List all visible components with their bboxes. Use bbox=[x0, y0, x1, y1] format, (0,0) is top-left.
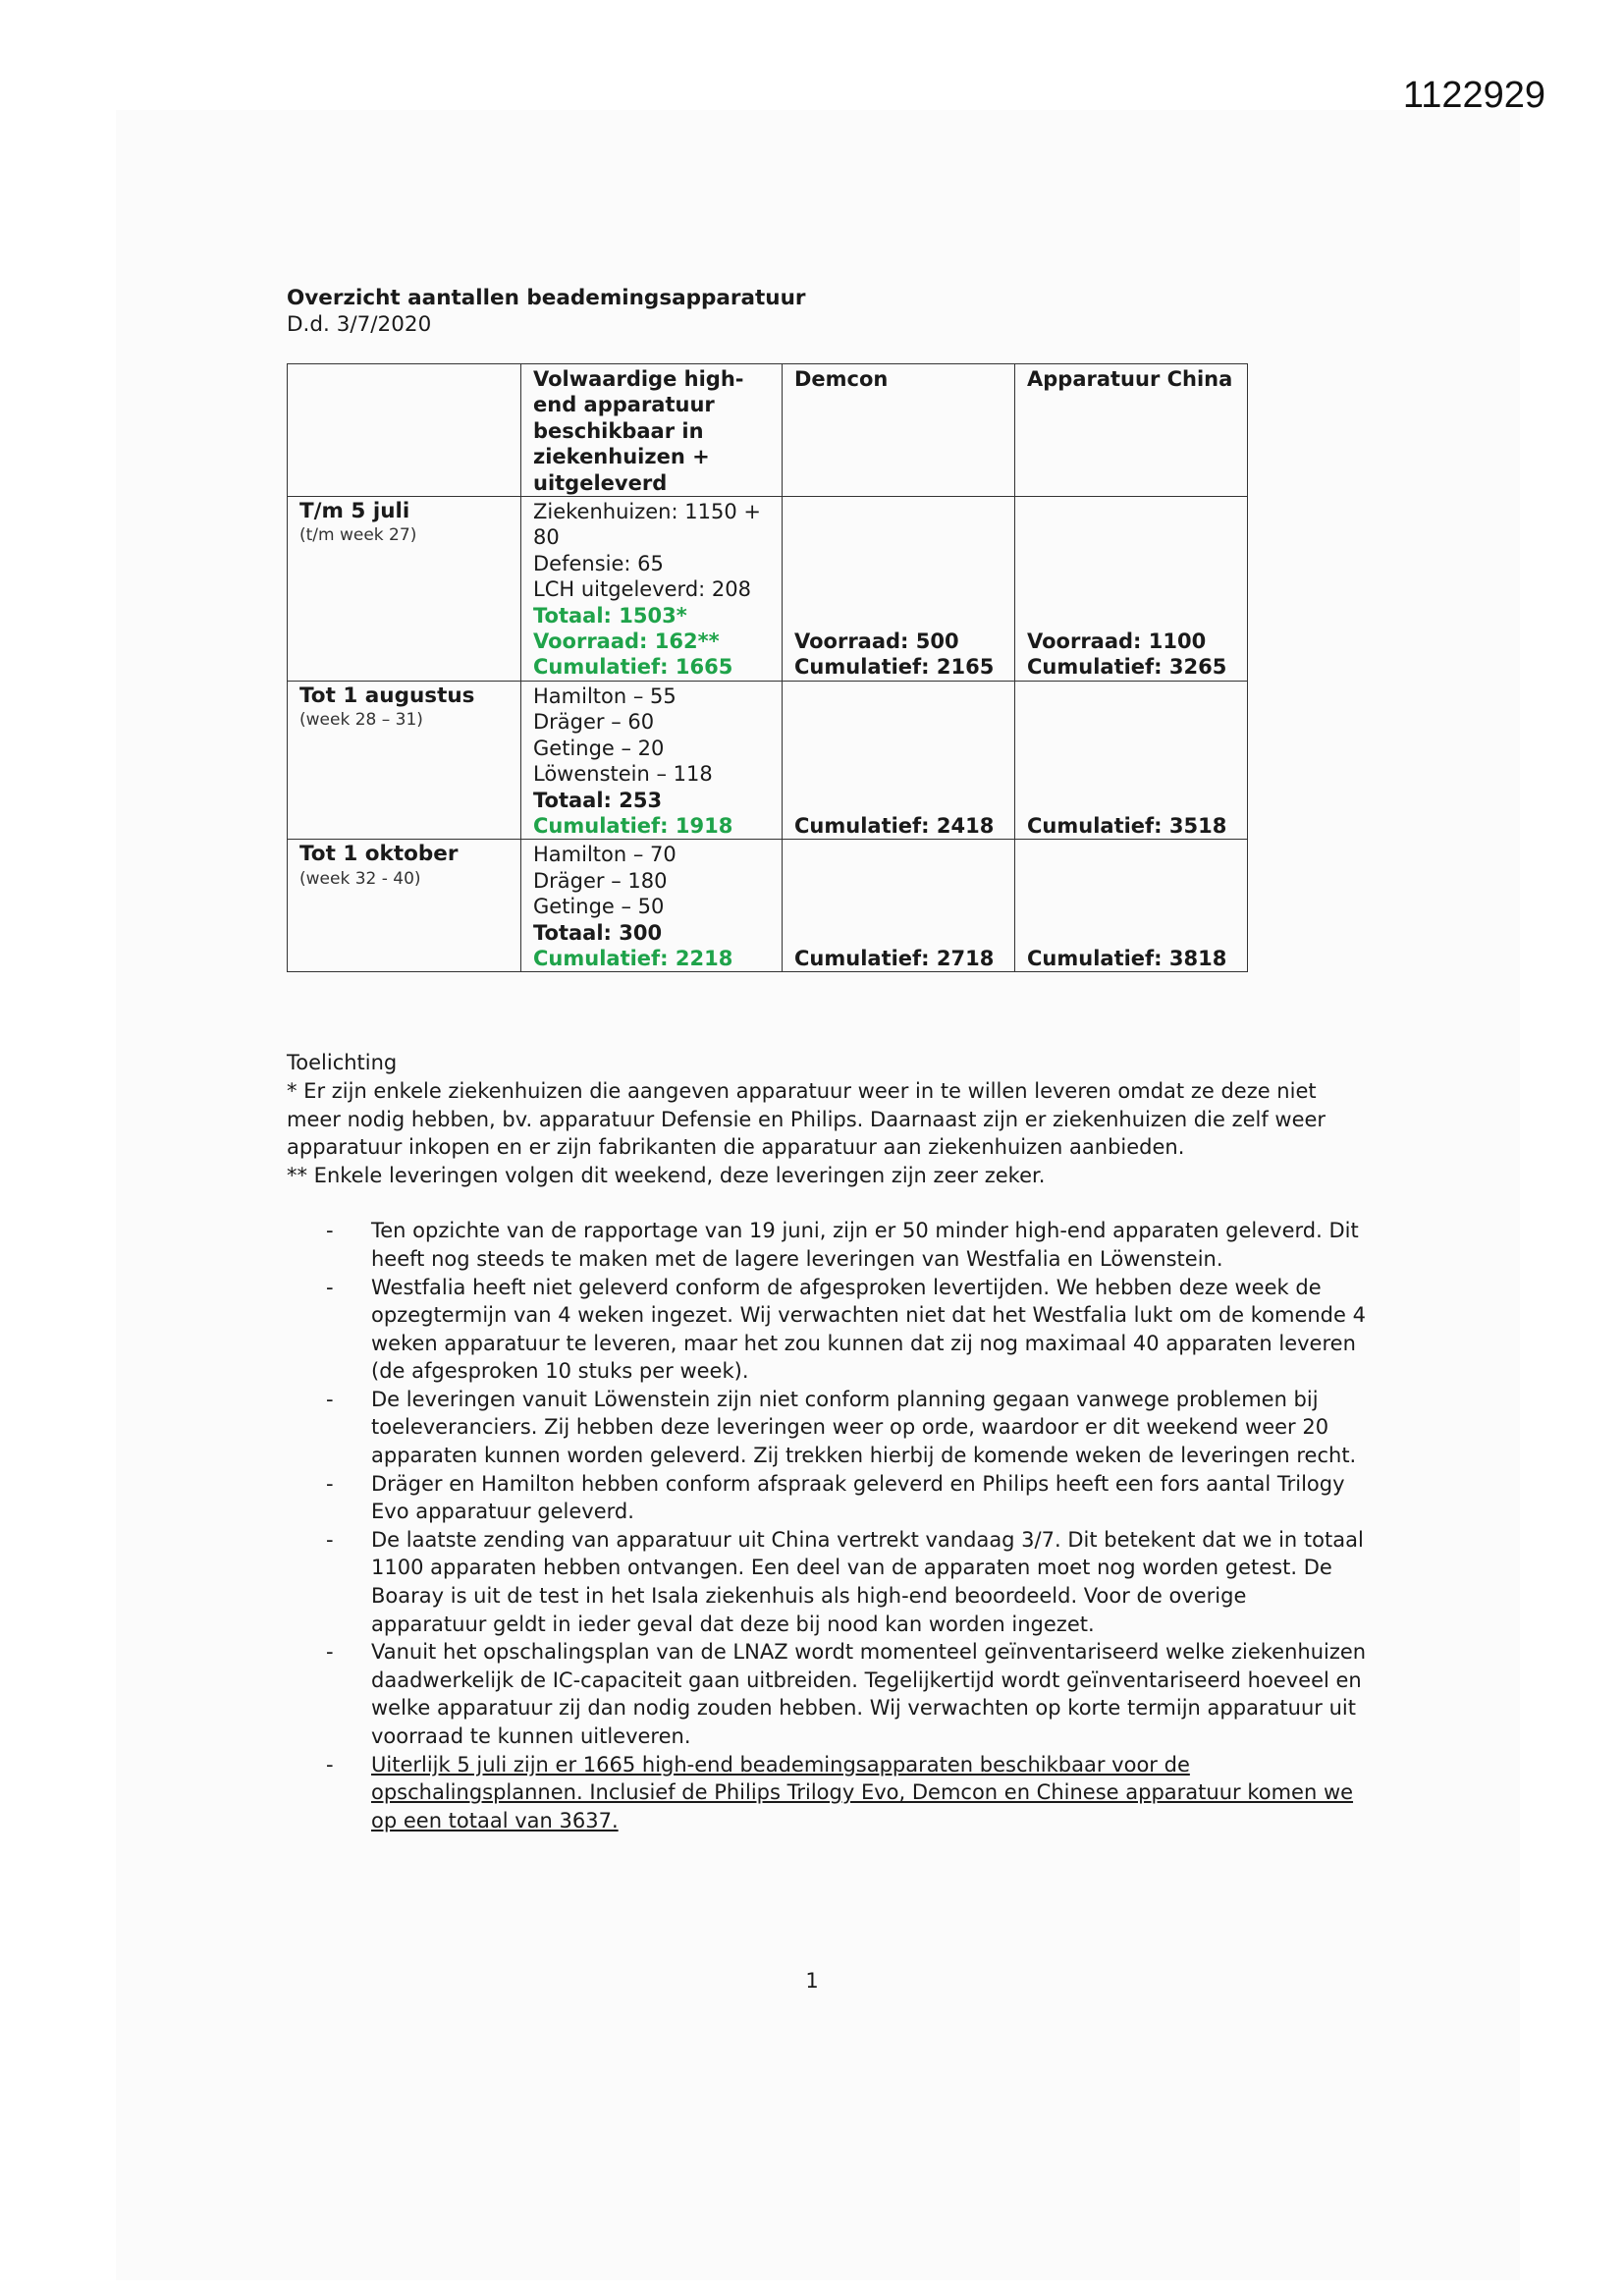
list-item-text: Dräger en Hamilton hebben conform afspraak geleverd en Philips heeft een fors aantal Trilogy Evo apparatuur geleverd. bbox=[371, 1471, 1345, 1524]
header-line: uitgeleverd bbox=[533, 470, 668, 495]
stock-value: Voorraad: 1100 bbox=[1027, 629, 1207, 654]
header-empty-cell bbox=[288, 364, 521, 497]
bullet-dash: - bbox=[326, 1387, 334, 1411]
cell-line: Hamilton – 55 bbox=[533, 683, 677, 708]
bullet-dash: - bbox=[326, 1640, 334, 1665]
stock-value: Voorraad: 162** bbox=[533, 629, 720, 654]
list-item-text: De laatste zending van apparatuur uit China vertrekt vandaag 3/7. Dit betekent dat we in totaal 1100 apparaten hebben ontvangen. Een deel van de apparaten moet nog worden getest. De Boaray is uit de test in het Isala ziekenhuis als high-end beoordeeld. Voor de overige apparatuur geldt in ieder geval dat deze bij nood kan worden ingezet. bbox=[371, 1527, 1364, 1636]
cell-line: Dräger – 180 bbox=[533, 868, 668, 893]
header-line: end apparatuur bbox=[533, 393, 715, 417]
footnote-1: * Er zijn enkele ziekenhuizen die aangeven apparatuur weer in te willen leveren omdat ze deze niet meer nodig hebben, bv. apparatuur Defensie en Philips. Daarnaast zijn er ziekenhuizen die zelf weer apparatuur inkopen en er zijn fabrikanten die apparatuur aan ziekenhuizen aanbieden. bbox=[287, 1078, 1326, 1160]
list-item bbox=[287, 1638, 1367, 1750]
cell-line: LCH uitgeleverd: 208 bbox=[533, 577, 751, 602]
row-label-cell bbox=[288, 681, 521, 839]
cumulative-value: Cumulatief: 2418 bbox=[794, 813, 995, 838]
list-item-text: Vanuit het opschalingsplan van de LNAZ wordt momenteel geïnventariseerd welke ziekenhuizen daadwerkelijk de IC-capaciteit gaan uitbreiden. Tegelijkertijd wordt geïnventariseerd hoeveel en welke apparatuur zij dan nodig zouden hebben. Wij verwachten op korte termijn apparatuur uit voorraad te kunnen uitleveren. bbox=[371, 1640, 1367, 1748]
list-item bbox=[287, 1526, 1367, 1638]
table-row bbox=[288, 681, 1248, 839]
list-item-text: Ten opzichte van de rapportage van 19 juni, zijn er 50 minder high-end apparaten geleverd. Dit heeft nog steeds te maken met de lagere leveringen van Westfalia en Löwenstein. bbox=[371, 1219, 1359, 1271]
cell-line: Hamilton – 70 bbox=[533, 843, 677, 867]
footnote-2: ** Enkele leveringen volgen dit weekend, deze leveringen zijn zeer zeker. bbox=[287, 1163, 1046, 1187]
cumulative-value: Cumulatief: 3818 bbox=[1027, 946, 1227, 970]
total-value: Totaal: 300 bbox=[533, 920, 663, 945]
list-item bbox=[287, 1274, 1367, 1386]
cumulative-value: Cumulatief: 1665 bbox=[533, 655, 733, 680]
header-high-end bbox=[521, 364, 783, 497]
header-demcon: Demcon bbox=[783, 364, 1015, 497]
stock-value: Voorraad: 500 bbox=[794, 629, 959, 654]
row-sublabel: (t/m week 27) bbox=[299, 525, 417, 546]
cell-line: Defensie: 65 bbox=[533, 551, 664, 575]
row-label: Tot 1 augustus bbox=[299, 683, 475, 708]
document-content bbox=[287, 285, 1367, 1834]
bullet-dash: - bbox=[326, 1219, 334, 1243]
table-row bbox=[288, 497, 1248, 682]
header-china: Apparatuur China bbox=[1015, 364, 1248, 497]
document-date: D.d. 3/7/2020 bbox=[287, 312, 432, 337]
header-line: beschikbaar in bbox=[533, 418, 704, 443]
row-sublabel: (week 32 - 40) bbox=[299, 868, 421, 889]
cumulative-value: Cumulatief: 3265 bbox=[1027, 655, 1227, 680]
cumulative-value: Cumulatief: 1918 bbox=[533, 813, 733, 838]
notes-heading: Toelichting bbox=[287, 1051, 398, 1075]
list-item-text: Uiterlijk 5 juli zijn er 1665 high-end beademingsapparaten beschikbaar voor de opschalingsplannen. Inclusief de Philips Trilogy Evo, Demcon en Chinese apparatuur komen we op een totaal van 3637. bbox=[371, 1752, 1354, 1832]
cumulative-value: Cumulatief: 2718 bbox=[794, 946, 995, 970]
demcon-cell bbox=[783, 681, 1015, 839]
total-value: Totaal: 253 bbox=[533, 788, 663, 812]
cumulative-value: Cumulatief: 2165 bbox=[794, 655, 995, 680]
high-end-cell bbox=[521, 681, 783, 839]
bullet-dash: - bbox=[326, 1752, 334, 1777]
high-end-cell bbox=[521, 840, 783, 972]
demcon-cell bbox=[783, 840, 1015, 972]
demcon-cell bbox=[783, 497, 1015, 682]
notes-section bbox=[287, 1049, 1367, 1834]
china-cell bbox=[1015, 840, 1248, 972]
cell-line: Ziekenhuizen: 1150 + bbox=[533, 500, 761, 524]
cell-line: Getinge – 20 bbox=[533, 736, 665, 760]
cell-line: Löwenstein – 118 bbox=[533, 762, 713, 787]
overview-table bbox=[287, 363, 1248, 972]
list-item-text: De leveringen vanuit Löwenstein zijn niet conform planning gegaan vanwege problemen bij toeleveranciers. Zij hebben deze leveringen weer op orde, waardoor er dit weekend weer 20 apparaten kunnen worden geleverd. Zij trekken hierbij de komende weken de leveringen recht. bbox=[371, 1387, 1357, 1468]
total-value: Totaal: 1503* bbox=[533, 603, 687, 628]
bullet-dash: - bbox=[326, 1471, 334, 1496]
header-line: Volwaardige high- bbox=[533, 367, 744, 391]
row-label-cell bbox=[288, 497, 521, 682]
cumulative-value: Cumulatief: 3518 bbox=[1027, 813, 1227, 838]
list-item bbox=[287, 1217, 1367, 1273]
list-item bbox=[287, 1751, 1367, 1835]
list-item bbox=[287, 1470, 1367, 1526]
document-id-number: 1122929 bbox=[1402, 75, 1545, 116]
document-title: Overzicht aantallen beademingsapparatuur bbox=[287, 286, 806, 310]
bullet-dash: - bbox=[326, 1275, 334, 1299]
page-number: 1 bbox=[805, 1969, 819, 1993]
list-item-text: Westfalia heeft niet geleverd conform de afgesproken levertijden. We hebben deze week de opzegtermijn van 4 weken ingezet. Wij verwachten niet dat het Westfalia lukt om de komende 4 weken apparatuur te leveren, maar het zou kunnen dat zij nog maximaal 40 apparaten leveren (de afgesproken 10 stuks per week). bbox=[371, 1275, 1366, 1384]
cumulative-value: Cumulatief: 2218 bbox=[533, 946, 733, 970]
row-label-cell bbox=[288, 840, 521, 972]
bullet-dash: - bbox=[326, 1527, 334, 1552]
china-cell bbox=[1015, 681, 1248, 839]
cell-line: 80 bbox=[533, 525, 560, 550]
row-label: Tot 1 oktober bbox=[299, 842, 459, 867]
cell-line: Getinge – 50 bbox=[533, 895, 665, 919]
table-row bbox=[288, 840, 1248, 972]
list-item bbox=[287, 1386, 1367, 1470]
china-cell bbox=[1015, 497, 1248, 682]
row-sublabel: (week 28 – 31) bbox=[299, 710, 423, 731]
row-label: T/m 5 juli bbox=[299, 499, 410, 524]
high-end-cell bbox=[521, 497, 783, 682]
table-header-row bbox=[288, 364, 1248, 497]
bullet-list bbox=[287, 1217, 1367, 1834]
header-line: ziekenhuizen + bbox=[533, 445, 710, 469]
cell-line: Dräger – 60 bbox=[533, 710, 655, 735]
